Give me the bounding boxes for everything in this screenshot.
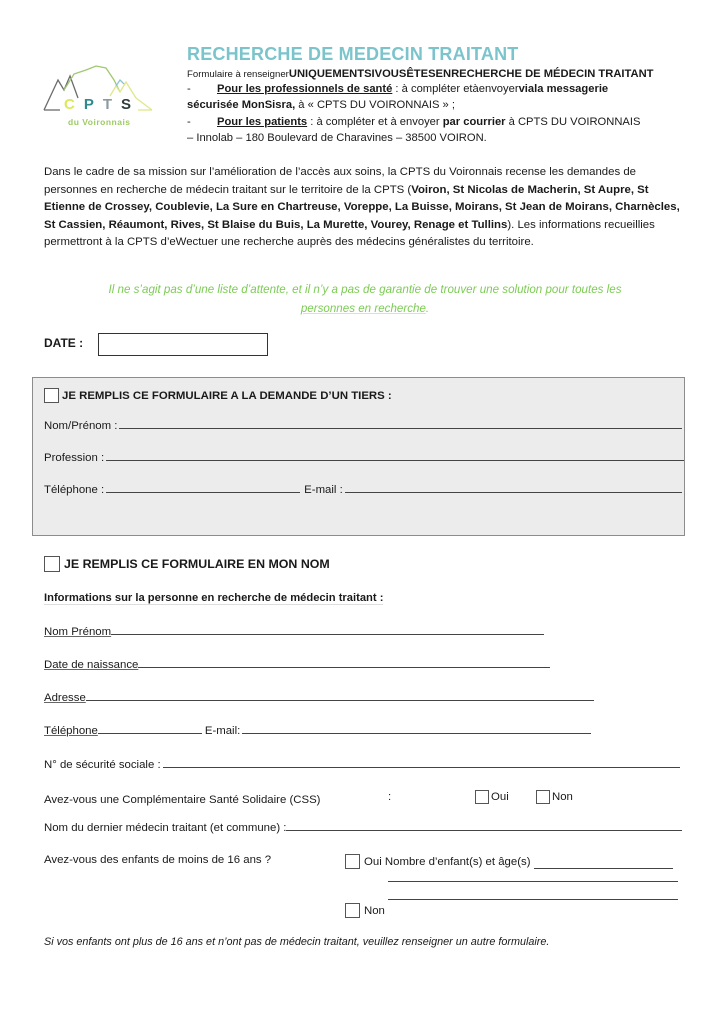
self-option [44, 556, 330, 572]
header-address: – Innolab – 180 Boulevard de Charavines – 38500 VOIRON. [187, 132, 487, 144]
css-oui-label: Oui [491, 791, 509, 803]
children-non-label: Non [364, 904, 385, 917]
last-doctor-label: Nom du dernier médecin traitant (et commune) : [44, 822, 287, 834]
pro-text: : à compléter etàenvoyer [392, 83, 519, 95]
third-party-checkbox[interactable] [44, 388, 59, 403]
intro-text-2: ). Les informations recueillies permettront à la CPTS d’eWectuer une recherche auprès des médecins généralistes du territoire. [44, 218, 655, 249]
cpts-logo [40, 62, 158, 132]
phone-label: Téléphone [44, 725, 98, 737]
css-colon: : [388, 791, 392, 803]
pro-line2-bold: sécurisée MonSisra, [187, 99, 296, 111]
pro-line2-text: à « CPTS DU VOIRONNAIS » ; [295, 99, 455, 111]
logo-letter-s: S [121, 96, 141, 113]
logo-letter-p: P [83, 96, 103, 113]
css-oui-option [475, 790, 509, 804]
patient-text2: à CPTS DU VOIRONNAIS [505, 116, 641, 128]
css-oui-checkbox[interactable] [475, 790, 489, 804]
intro-communes: Voiron, St Nicolas de Macherin, St Aupre, St Etienne de Crossey, Coublevie, La Sure en Chartreuse, Voreppe, La Buisse, Moirans, St Jean de Moirans, Charnècles, St Cassien, Réaumont, Rives, St Blaise du Buis, La Murette, Vourey, Renage et Tullins [44, 183, 680, 231]
note-line-2-end: . [425, 301, 430, 315]
logo-letters [64, 96, 140, 113]
name-row [44, 626, 544, 638]
pro-bold2: viala messagerie [518, 83, 609, 95]
name-label: Nom Prénom [44, 626, 112, 638]
css-question: Avez-vous une Complémentaire Santé Solidaire (CSS) [44, 794, 321, 806]
children-non-option [345, 903, 385, 918]
line1-prefix: Formulaire à renseigner [187, 69, 289, 80]
css-non-label: Non [552, 791, 573, 803]
bullet-dash: - [187, 116, 191, 128]
third-party-phone-field[interactable] [106, 491, 300, 493]
children-details-line-2[interactable] [388, 881, 678, 882]
header-pro-line-2 [187, 98, 455, 112]
logo-letter-c: C [64, 96, 84, 113]
logo-subtitle: du Voironnais [68, 117, 131, 127]
social-security-field[interactable] [163, 766, 680, 768]
third-party-email-field[interactable] [345, 491, 682, 493]
third-party-contact-row [44, 484, 682, 496]
third-party-phone-label: Téléphone : [44, 484, 105, 496]
address-row [44, 692, 594, 704]
bullet-dash: - [187, 83, 191, 95]
pro-label: Pour les professionnels de santé [217, 83, 393, 95]
birthdate-field[interactable] [138, 666, 550, 668]
children-non-checkbox[interactable] [345, 903, 360, 918]
last-doctor-field[interactable] [286, 829, 682, 831]
self-checkbox-label: JE REMPLIS CE FORMULAIRE EN MON NOM [64, 557, 330, 571]
third-party-profession-row [44, 452, 684, 464]
third-party-profession-label: Profession : [44, 452, 105, 464]
footer-note: Si vos enfants ont plus de 16 ans et n’ont pas de médecin traitant, veuillez renseigner un autre formulaire. [44, 936, 550, 948]
third-party-name-row [44, 420, 682, 432]
birthdate-label: Date de naissance [44, 659, 139, 671]
intro-text-1: Dans le cadre de sa mission sur l’amélioration de l’accès aux soins, la CPTS du Voironnais recense les demandes de personnes en recherche de médecin traitant sur le territoire de la CPTS ( [44, 166, 636, 196]
children-oui-label: Oui Nombre d’enfant(s) et âge(s) [364, 855, 531, 868]
third-party-panel [32, 377, 685, 536]
header-pro-line [187, 82, 608, 96]
intro-paragraph [44, 164, 684, 252]
self-checkbox[interactable] [44, 556, 60, 572]
header-line-1 [187, 67, 654, 82]
phone-field[interactable] [98, 732, 202, 734]
css-non-checkbox[interactable] [536, 790, 550, 804]
social-security-row [44, 759, 680, 771]
email-label: E-mail: [204, 725, 241, 737]
name-field[interactable] [111, 633, 544, 635]
children-details-field[interactable] [534, 867, 674, 869]
birthdate-row [44, 659, 550, 671]
logo-letter-t: T [102, 96, 122, 113]
children-details-line-3[interactable] [388, 899, 678, 900]
last-doctor-row [44, 822, 682, 834]
email-field[interactable] [242, 732, 591, 734]
patient-label: Pour les patients [217, 116, 308, 128]
date-label: DATE : [44, 336, 84, 350]
date-input[interactable] [98, 333, 268, 356]
disclaimer-note [44, 281, 686, 318]
css-non-option [536, 790, 573, 804]
third-party-name-field[interactable] [119, 427, 682, 429]
contact-row [44, 725, 591, 737]
page-title: RECHERCHE DE MEDECIN TRAITANT [187, 44, 519, 64]
patient-text: : à compléter et à envoyer [307, 116, 443, 128]
third-party-option [44, 388, 392, 403]
children-question: Avez-vous des enfants de moins de 16 ans ? [44, 854, 272, 866]
third-party-checkbox-label: JE REMPLIS CE FORMULAIRE A LA DEMANDE D’UN TIERS : [62, 389, 392, 402]
third-party-email-label: E-mail : [304, 484, 343, 496]
section-title: Informations sur la personne en recherche de médecin traitant : [44, 592, 384, 604]
address-label: Adresse [44, 692, 86, 704]
header-patient-line [187, 115, 640, 129]
address-field[interactable] [86, 699, 594, 701]
children-oui-option [345, 854, 673, 869]
third-party-profession-field[interactable] [106, 459, 684, 461]
patient-bold2: par courrier [442, 116, 506, 128]
third-party-name-label: Nom/Prénom : [44, 420, 118, 432]
note-line-1: Il ne s’agit pas d’une liste d’attente, et il n’y a pas de garantie de trouver une solution pour toutes les [108, 283, 622, 296]
note-line-2: personnes en recherche [300, 301, 426, 315]
line1-bold: UNIQUEMENTSIVOUSÊTESENRECHERCHE DE MÉDECIN TRAITANT [288, 68, 654, 80]
children-oui-checkbox[interactable] [345, 854, 360, 869]
social-security-label: N° de sécurité sociale : [44, 759, 161, 771]
